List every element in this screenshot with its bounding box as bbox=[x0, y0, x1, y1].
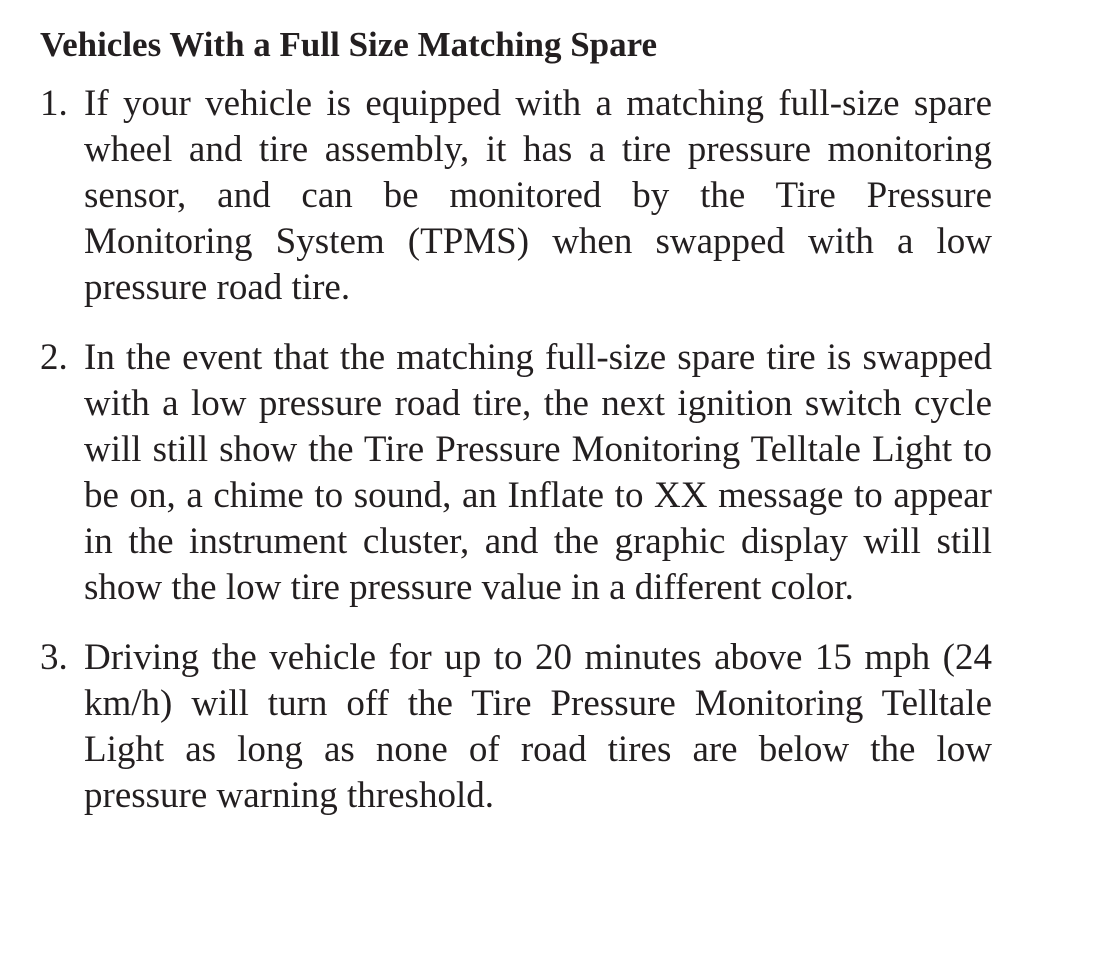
steps-list bbox=[40, 81, 992, 819]
step-item-1 bbox=[40, 81, 992, 311]
step-text: If your vehicle is equipped with a matching full-size spare wheel and tire assembly, it has a tire pressure monitoring sensor, and can be monitored by the Tire Pressure Monitoring System (TPMS) when swapped with a low pressure road tire. bbox=[84, 83, 992, 308]
step-item-3 bbox=[40, 635, 992, 819]
section-heading: Vehicles With a Full Size Matching Spare bbox=[40, 25, 658, 64]
step-text: In the event that the matching full-size spare tire is swapped with a low pressure road tire, the next ignition switch cycle will still show the Tire Pressure Monitoring Telltale Light to be on, a chime to sound, an Inflate to XX message to appear in the instrument cluster, and the graphic display will still show the low tire pressure value in a different color. bbox=[84, 337, 992, 608]
manual-page bbox=[40, 22, 992, 843]
step-number: 2. bbox=[40, 337, 68, 378]
step-item-2 bbox=[40, 335, 992, 611]
step-text: Driving the vehicle for up to 20 minutes above 15 mph (24 km/h) will turn off the Tire Pressure Monitoring Telltale Light as long as none of road tires are below the low pressure warning threshold. bbox=[84, 637, 992, 816]
step-number: 1. bbox=[40, 83, 68, 124]
step-number: 3. bbox=[40, 637, 68, 678]
